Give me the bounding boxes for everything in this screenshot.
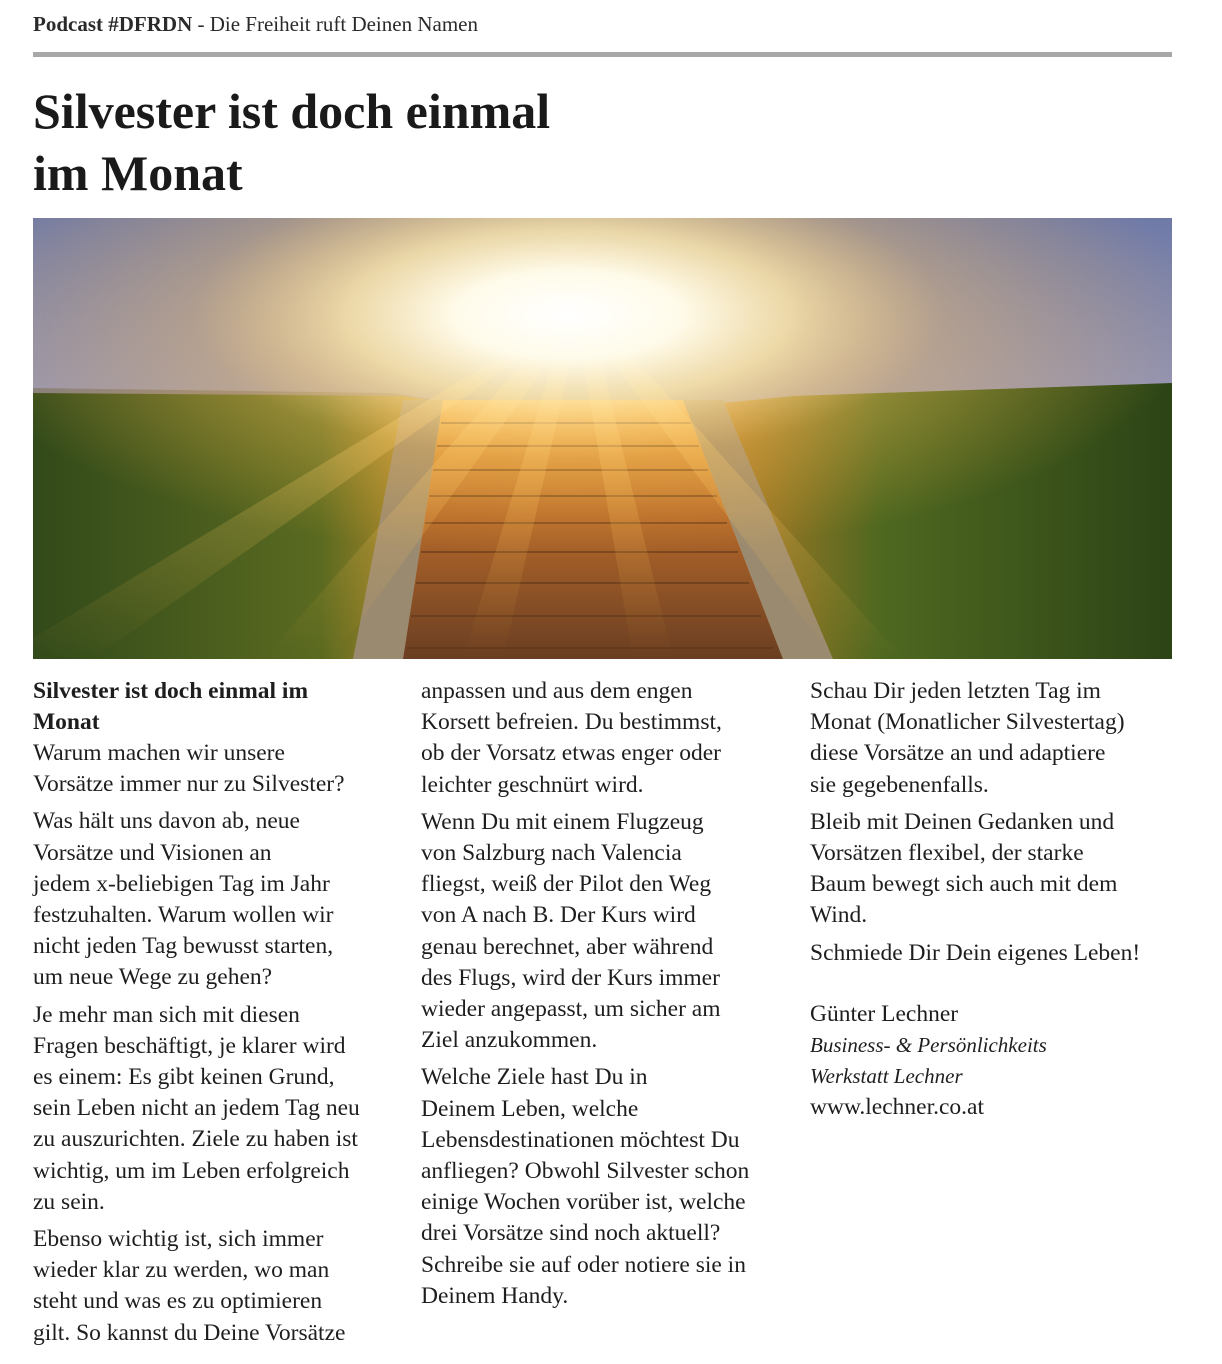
article-title: Silvester ist doch einmal im Monat — [33, 83, 551, 201]
paragraph: anpassen und aus dem engen Korsett befreien. Du bestimmst, ob der Vorsatz etwas enger oder leichter geschnürt wird. — [421, 678, 722, 798]
sunrise-stairs-photo — [33, 218, 1172, 659]
section-heading: Silvester ist doch einmal im Monat — [33, 678, 309, 735]
paragraph: Schau Dir jeden letzten Tag im Monat (Monatlicher Silvestertag) diese Vorsätze an und adaptiere sie gegebenenfalls. — [810, 678, 1125, 798]
paragraph: Bleib mit Deinen Gedanken und Vorsätzen flexibel, der starke Baum bewegt sich auch mit dem Wind. — [810, 808, 1118, 929]
author-role: Business- & Persönlichkeits — [810, 1033, 1047, 1058]
paragraph: Wenn Du mit einem Flugzeug von Salzburg nach Valencia fliegst, weiß der Pilot den Weg von A nach B. Der Kurs wird genau berechnet, aber während des Flugs, wird der Kurs immer wieder angepasst, um sicher am Ziel anzukommen. — [421, 808, 721, 1054]
paragraph: Was hält uns davon ab, neue Vorsätze und Visionen an jedem x-beliebigen Tag im Jahr festzuhalten. Warum wollen wir nicht jeden Tag bewusst starten, um neue Wege zu gehen? — [33, 808, 334, 991]
article-column-3 — [810, 676, 1190, 1123]
podcast-series-label: Podcast #DFRDN — [33, 12, 193, 36]
author-website[interactable]: www.lechner.co.at — [810, 1094, 985, 1121]
author-signature — [810, 999, 1190, 1123]
paragraph: Welche Ziele hast Du in Deinem Leben, welche Lebensdestinationen möchtest Du anfliegen? Obwohl Silvester schon einige Wochen vorüber ist, welche drei Vorsätze sind noch aktuell? Schreibe sie auf oder notiere sie in Deinem Handy. — [421, 1064, 750, 1309]
author-name: Günter Lechner — [810, 1000, 959, 1027]
header-divider — [33, 52, 1172, 57]
paragraph: Warum machen wir unsere Vorsätze immer nur zu Silvester? — [33, 740, 345, 798]
paragraph: Schmiede Dir Dein eigenes Leben! — [810, 939, 1141, 966]
paragraph: Ebenso wichtig ist, sich immer wieder klar zu werden, wo man steht und was es zu optimieren gilt. So kannst du Deine Vorsätze — [33, 1226, 346, 1346]
author-company: Werkstatt Lechner — [810, 1064, 963, 1089]
article-column-2 — [421, 676, 801, 1318]
podcast-subtitle: Die Freiheit ruft Deinen Namen — [209, 12, 478, 36]
paragraph: Je mehr man sich mit diesen Fragen beschäftigt, je klarer wird es einem: Es gibt keinen Grund, sein Leben nicht an jedem Tag neu zu auszurichten. Ziele zu haben ist wichtig, um im Leben erfolgreich zu sein. — [33, 1001, 360, 1215]
article-column-1 — [33, 676, 413, 1355]
header-separator: - — [192, 12, 210, 36]
page-header — [33, 10, 478, 38]
